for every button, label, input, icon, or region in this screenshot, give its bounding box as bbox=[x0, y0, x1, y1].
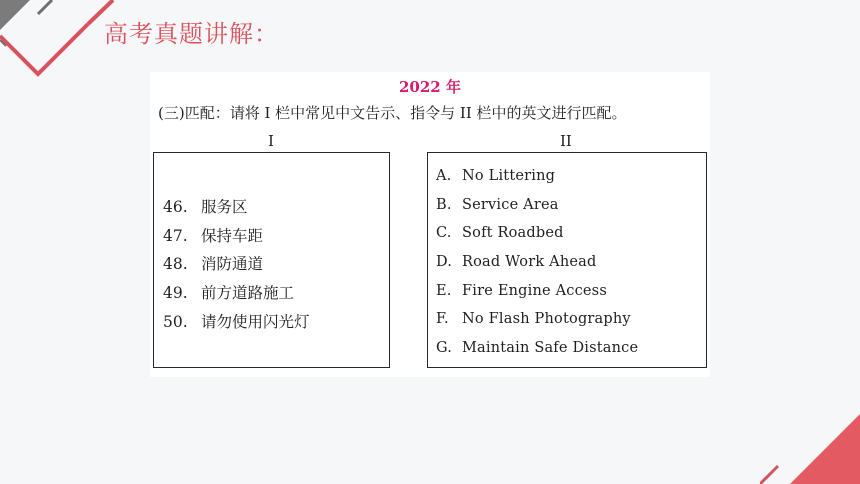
list-item: 50. 请勿使用闪光灯 bbox=[163, 312, 310, 331]
slide-title: 高考真题讲解： bbox=[104, 20, 279, 48]
list-item: C. Soft Roadbed bbox=[436, 225, 564, 242]
list-item: B. Service Area bbox=[436, 196, 559, 213]
list-item: F. No Flash Photography bbox=[436, 311, 631, 328]
corner-decoration-bottom-right bbox=[760, 414, 860, 484]
exam-question-card bbox=[150, 72, 710, 377]
list-item: D. Road Work Ahead bbox=[436, 254, 597, 271]
question-instruction: (三)匹配：请将 I 栏中常见中文告示、指令与 II 栏中的英文进行匹配。 bbox=[158, 104, 627, 122]
column-i-box bbox=[153, 152, 390, 368]
exam-year: 2022 年 bbox=[399, 78, 461, 96]
list-item: G. Maintain Safe Distance bbox=[436, 340, 639, 357]
list-item: A. No Littering bbox=[436, 168, 556, 184]
column-i-heading: I bbox=[268, 132, 274, 150]
list-item: 48. 消防通道 bbox=[163, 255, 264, 274]
list-item: 46. 服务区 bbox=[163, 198, 248, 216]
list-item: 47. 保持车距 bbox=[163, 226, 264, 245]
list-item: 49. 前方道路施工 bbox=[163, 284, 295, 303]
column-ii-heading: II bbox=[560, 132, 572, 150]
list-item: E. Fire Engine Access bbox=[436, 282, 607, 299]
column-ii-box bbox=[427, 152, 707, 368]
